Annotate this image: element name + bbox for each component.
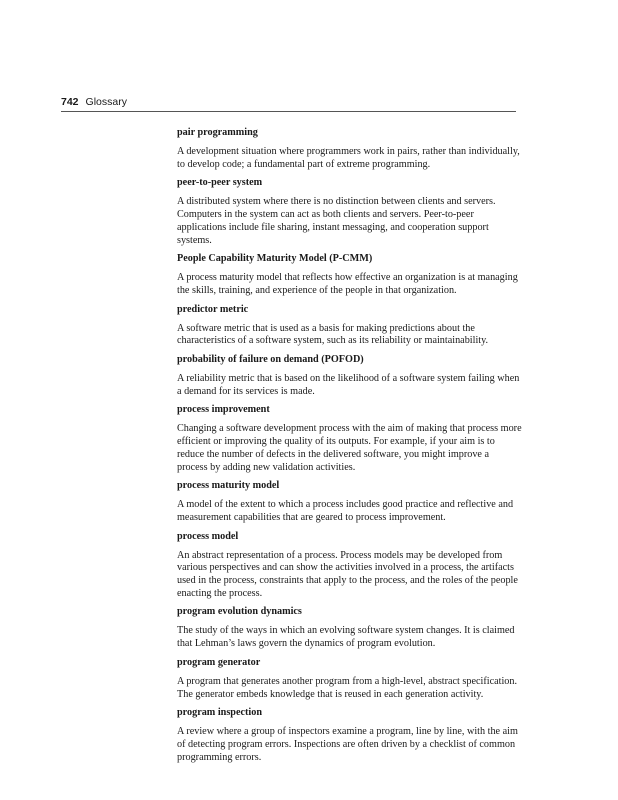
glossary-definition: A program that generates another program from a high-level, abstract specification. The generator embeds knowledge that is reused in each generation activity.	[177, 675, 518, 700]
glossary-entry	[177, 252, 522, 297]
glossary-entry	[177, 706, 522, 764]
section-title: Glossary	[85, 96, 127, 108]
glossary-entry	[177, 605, 522, 650]
glossary-definition: Changing a software development process with the aim of making that process more efficient or improving the quality of its outputs. For example, if your aim is to reduce the number of defects in the delivered software, you might improve a process by adding new validation activities.	[177, 423, 522, 473]
glossary-definition: The study of the ways in which an evolving software system changes. It is claimed that Lehman’s laws govern the dynamics of program evolution.	[177, 625, 515, 650]
glossary-term: process model	[177, 530, 239, 542]
glossary-definition: A review where a group of inspectors examine a program, line by line, with the aim of detecting program errors. Inspections are often driven by a checklist of common programming errors.	[177, 726, 518, 763]
glossary-term: predictor metric	[177, 303, 249, 315]
glossary-entries	[177, 126, 522, 769]
glossary-term: pair programming	[177, 127, 258, 138]
glossary-definition: A software metric that is used as a basis for making predictions about the characteristics of a software system, such as its reliability or maintainability.	[177, 322, 489, 347]
glossary-definition: A process maturity model that reflects how effective an organization is at managing the skills, training, and experience of the people in that organization.	[177, 272, 518, 296]
page-number: 742	[61, 96, 79, 108]
glossary-term: probability of failure on demand (POFOD)	[177, 354, 364, 366]
glossary-entry	[177, 353, 522, 398]
glossary-definition: A reliability metric that is based on the likelihood of a software system failing when a demand for its services is made.	[177, 373, 520, 397]
glossary-term: People Capability Maturity Model (P-CMM)	[177, 253, 373, 265]
glossary-entry	[177, 479, 522, 524]
glossary-entry	[177, 403, 522, 474]
glossary-entry	[177, 303, 522, 348]
glossary-definition: A distributed system where there is no distinction between clients and servers. Computers in the system can act as both clients and servers. Peer-to-peer applications include file sharing, instant messaging, and cooperation support systems.	[177, 196, 496, 246]
glossary-entry	[177, 530, 522, 601]
glossary-term: program inspection	[177, 707, 262, 719]
glossary-term: peer-to-peer system	[177, 177, 263, 189]
glossary-definition: A development situation where programmers work in pairs, rather than individually, to develop code; a fundamental part of extreme programming.	[177, 146, 520, 170]
glossary-definition: An abstract representation of a process. Process models may be developed from various perspectives and can show the activities involved in a process, the artifacts used in the process, constraints that apply to the process, and the roles of the people enacting the process.	[177, 549, 518, 599]
glossary-entry	[177, 656, 522, 701]
glossary-term: program generator	[177, 656, 261, 668]
glossary-entry	[177, 126, 522, 171]
glossary-definition: A model of the extent to which a process includes good practice and reflective and measurement capabilities that are geared to process improvement.	[177, 499, 514, 523]
glossary-term: process improvement	[177, 404, 270, 416]
glossary-entry	[177, 176, 522, 247]
glossary-term: program evolution dynamics	[177, 606, 302, 618]
glossary-term: process maturity model	[177, 480, 280, 492]
running-header	[61, 95, 516, 112]
